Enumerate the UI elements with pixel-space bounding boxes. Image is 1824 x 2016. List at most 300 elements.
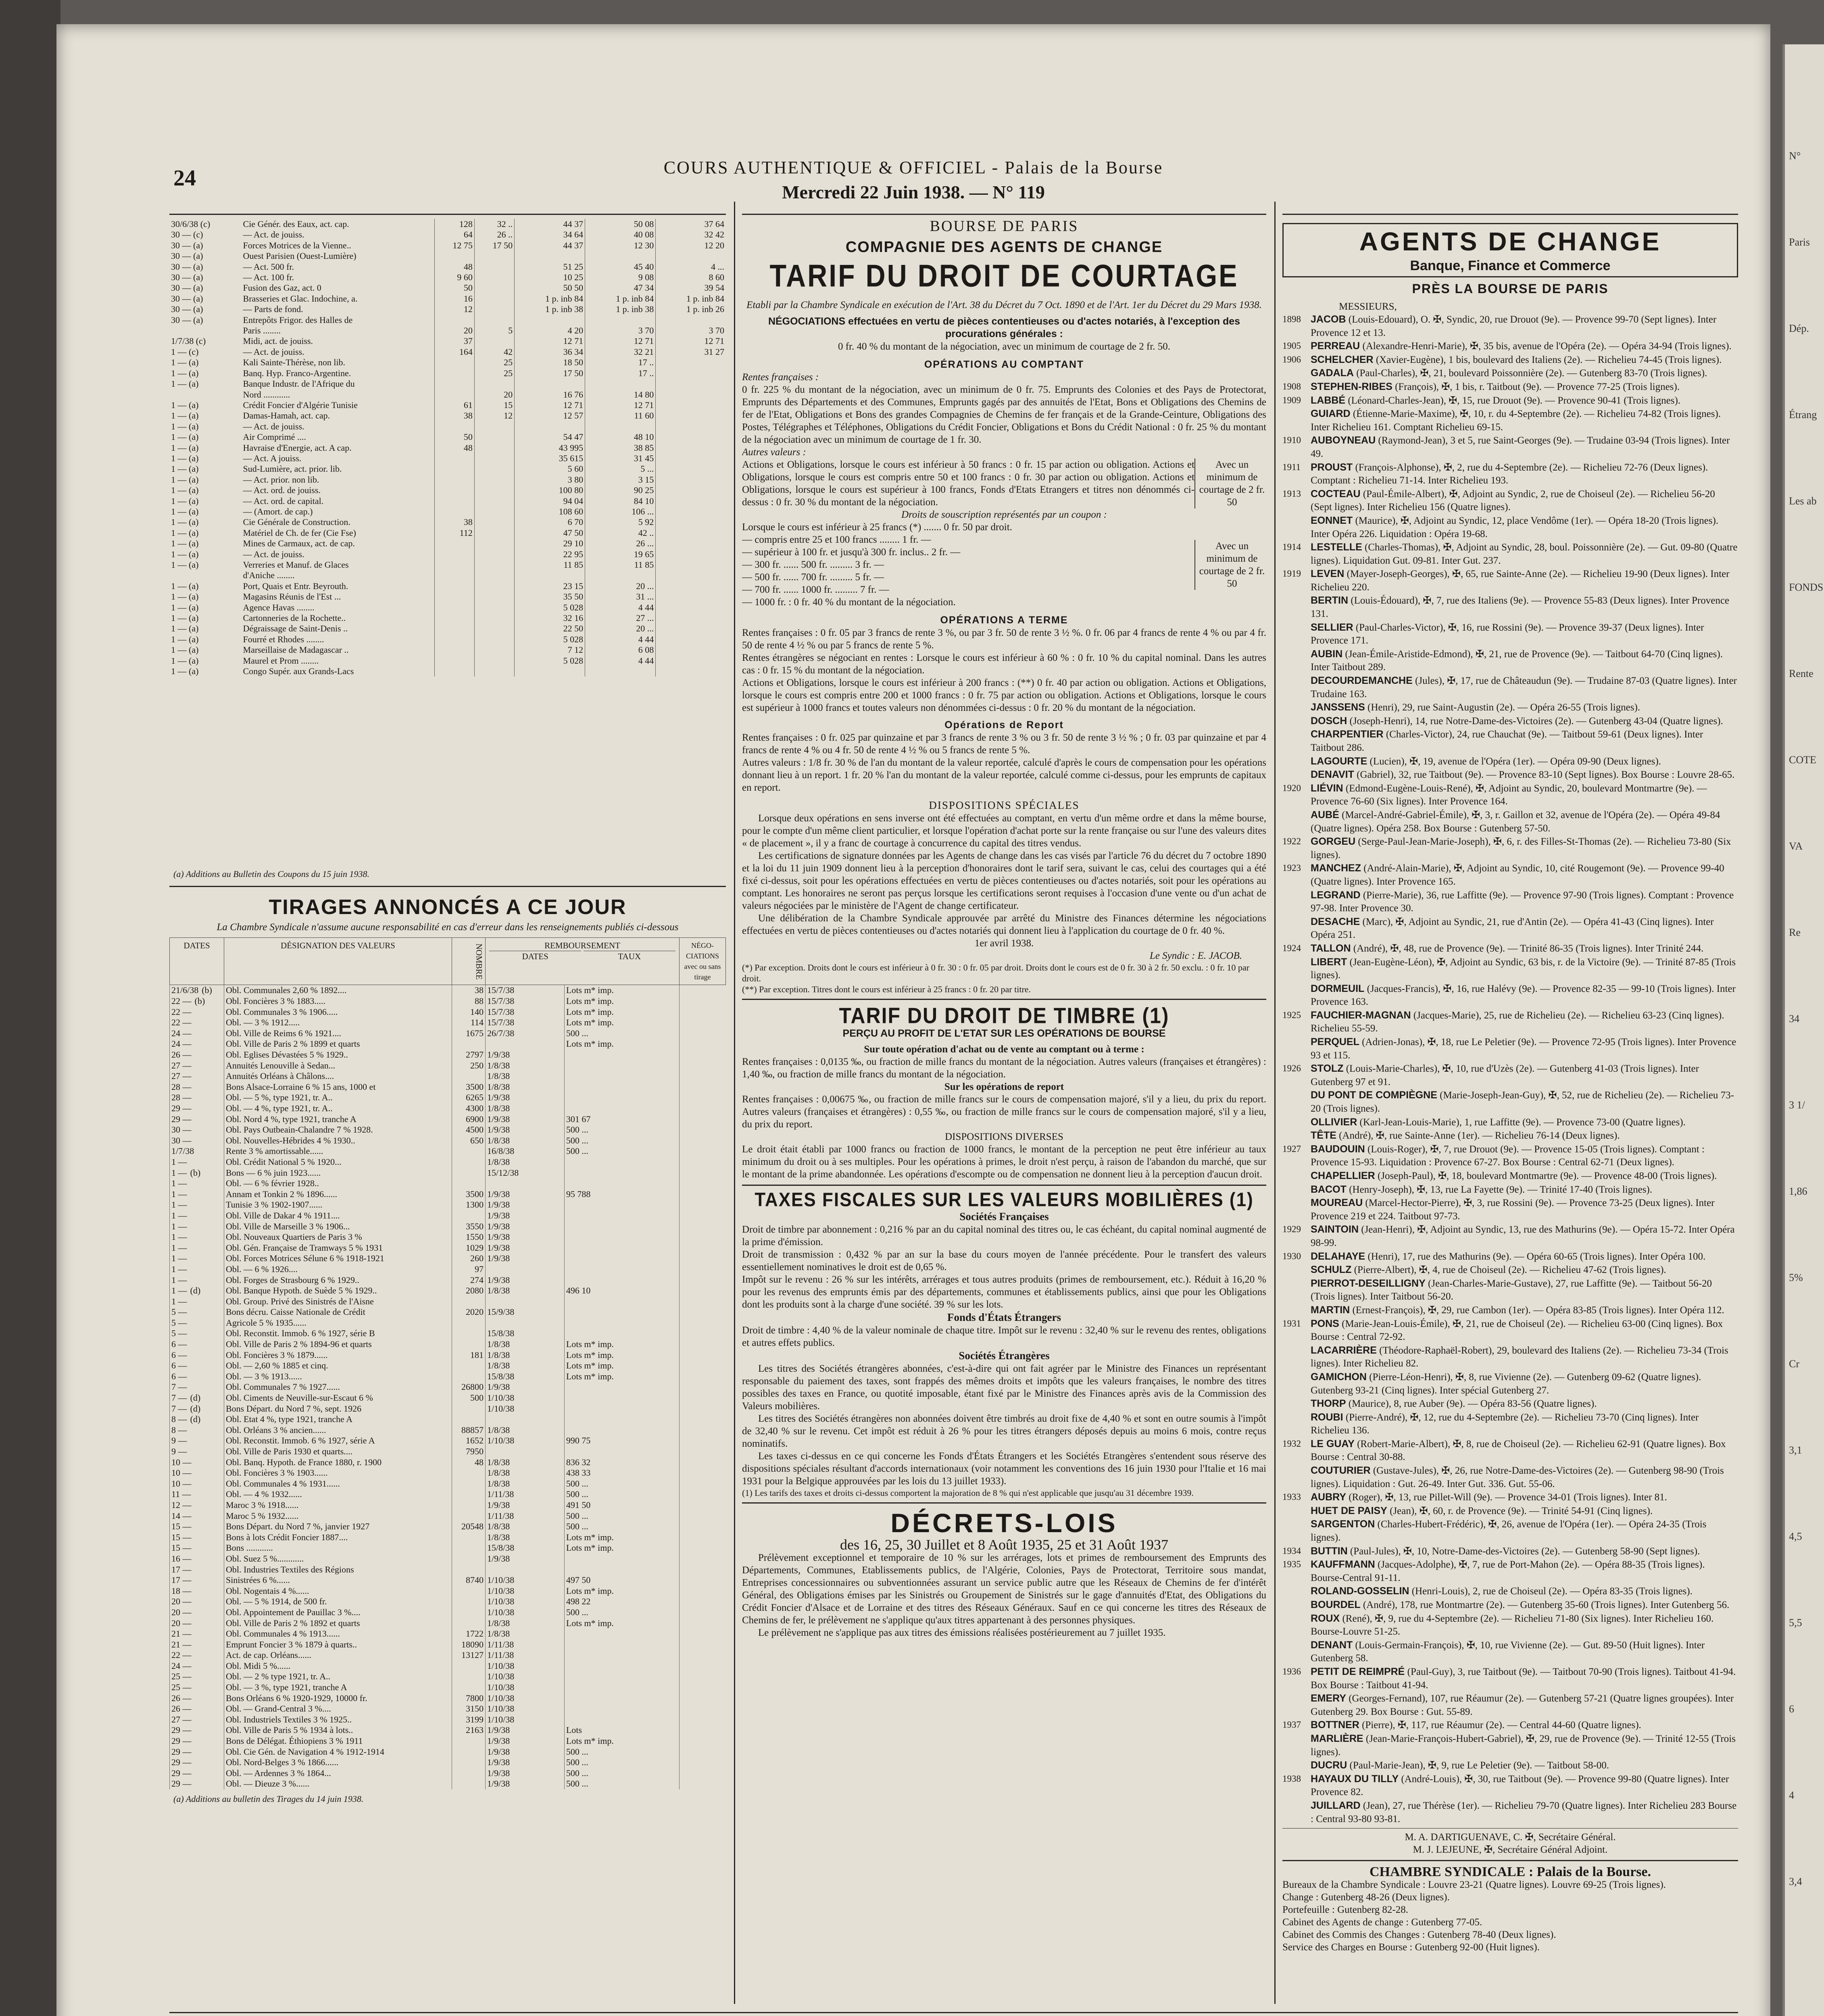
agent-year: 1925 <box>1282 1010 1301 1020</box>
coupon-value: 1 p. inb 84 <box>656 294 726 304</box>
tirage-negociation <box>680 1575 726 1586</box>
tirage-remb-taux: Lots m* imp. <box>564 1350 679 1361</box>
agent-details-block <box>1311 1506 1653 1516</box>
coupons-blank-space <box>169 677 726 866</box>
coupon-name: Agence Havas ........ <box>243 602 315 612</box>
tirage-remb-taux <box>564 1157 679 1168</box>
tirage-nombre: 2797 <box>452 1050 486 1060</box>
tirage-row <box>170 1629 726 1639</box>
tirage-date <box>170 1639 224 1650</box>
tirage-nombre <box>452 1779 486 1789</box>
tirage-negociation <box>680 1328 726 1339</box>
coupon-value: 38 85 <box>585 443 656 453</box>
coupon-value <box>515 421 585 432</box>
tirage-nombre <box>452 1146 486 1157</box>
tirage-negociation <box>680 1714 726 1725</box>
tirage-remb-taux <box>564 1200 679 1210</box>
tirage-row <box>170 1135 726 1146</box>
agent-details: (André), ✠, rue Sainte-Anne (1er). — Richelieu 76-14 (Deux lignes). <box>1339 1130 1620 1141</box>
agent-entry <box>1282 942 1738 956</box>
tirage-designation: Obl. Suez 5 %............ <box>224 1554 452 1564</box>
coupon-value <box>585 315 656 325</box>
coupon-value: 14 80 <box>585 389 656 400</box>
tirage-remb-taux: 497 50 <box>564 1575 679 1586</box>
tirage-nombre: 1722 <box>452 1629 486 1639</box>
tirage-remb-date: 1/8/38 <box>486 1135 565 1146</box>
agent-entry <box>1282 1062 1738 1089</box>
coupon-value: 112 <box>434 528 474 538</box>
tirage-date <box>170 1050 224 1060</box>
tirage-negociation <box>680 1275 726 1286</box>
coupon-name: Marseillaise de Madagascar .. <box>243 645 349 655</box>
agent-name: KAUFFMANN <box>1311 1559 1375 1570</box>
agent-details-block <box>1311 1546 1700 1557</box>
tirage-row <box>170 1757 726 1768</box>
tirage-negociation <box>680 1639 726 1650</box>
terme-text-3: Actions et Obligations, lorsque le cours est inférieur à 200 francs : (**) 0 fr. 40 par action ou obligation. Actions et Obligations, lorsque le cours est compris entre 200 et 1000 francs : 0 fr. 75 par action ou obligation. Actions et Obligations, lorsque le cours est supérieur à 1000 francs et toutes valeurs non dénommées ci-dessus : 0 fr. 20 % du montant de la négociation. <box>742 677 1266 713</box>
agent-details: (François), ✠, 1 bis, r. Taitbout (9e). — Provence 77-25 (Trois lignes). <box>1395 381 1680 392</box>
agent-details-block <box>1311 1198 1714 1222</box>
coupon-value <box>656 251 726 261</box>
tirage-designation: Obl. Communales 4 % 1913...... <box>224 1629 452 1639</box>
coupon-value: 48 <box>434 262 474 272</box>
tirage-row <box>170 1671 726 1682</box>
coupon-value: 90 25 <box>585 485 656 496</box>
tirage-date-value: 29 — <box>171 1779 192 1789</box>
tirage-date-value: 29 — <box>171 1725 192 1735</box>
coupon-value <box>474 666 514 677</box>
coupon-value <box>434 634 474 645</box>
tirage-row <box>170 1639 726 1650</box>
agent-details-block <box>1311 1519 1706 1543</box>
tirage-date <box>170 1671 224 1682</box>
tirage-date-value: 27 — <box>171 1714 192 1724</box>
coupon-date: 1 — (a) <box>171 623 199 634</box>
tirage-designation: Rente 3 % amortissable...... <box>224 1146 452 1157</box>
agent-name: JUILLARD <box>1311 1799 1361 1811</box>
agent-details-block <box>1311 381 1680 392</box>
tirage-remb-taux <box>564 1704 679 1714</box>
adjacent-page-fragment: Rente <box>1789 668 1814 679</box>
coupon-value <box>474 560 514 570</box>
tirage-negociation <box>680 1468 726 1479</box>
tirage-remb-date: 15/8/38 <box>486 1543 565 1554</box>
timbre-heading-2: Sur les opérations de report <box>944 1081 1064 1092</box>
agent-name: PERQUEL <box>1311 1036 1359 1048</box>
coupon-date: 30 — (a) <box>171 314 203 325</box>
agent-entry <box>1282 1089 1738 1115</box>
tirage-negociation <box>680 1704 726 1714</box>
coupon-row <box>169 304 726 314</box>
coupon-date: 30 — (a) <box>171 272 203 283</box>
agent-name: SELLIER <box>1311 621 1353 633</box>
coupon-value: 20 <box>434 325 474 336</box>
comptant-minimum-note: Avec un minimum de courtage de 2 fr. 50 <box>1194 458 1266 508</box>
coupon-date: 1 — (a) <box>171 560 199 570</box>
tirage-remb-taux: 500 ... <box>564 1747 679 1758</box>
coupon-value <box>656 666 726 677</box>
tirage-designation: Obl. Banq. Hypoth. de France 1880, r. 1900 <box>224 1457 452 1468</box>
tirage-remb-date: 1/8/38 <box>486 1532 565 1543</box>
agent-name: SARGENTON <box>1311 1518 1375 1530</box>
coupon-row <box>169 432 726 442</box>
tirage-nombre: 1675 <box>452 1028 486 1039</box>
tirage-nombre: 3500 <box>452 1082 486 1093</box>
agent-entry <box>1282 1464 1738 1491</box>
coupon-value <box>656 560 726 570</box>
tirage-row <box>170 1307 726 1318</box>
coupon-value: 12 57 <box>515 410 585 421</box>
tirage-nombre: 274 <box>452 1275 486 1286</box>
coupon-value <box>656 389 726 400</box>
agent-name: DORMEUIL <box>1311 983 1365 994</box>
tirage-negociation <box>680 1489 726 1500</box>
tirage-designation: Obl. Ville de Paris 2 % 1892 et quarts <box>224 1618 452 1629</box>
tirage-negociation <box>680 1157 726 1168</box>
coupon-value <box>656 421 726 432</box>
agent-entry <box>1282 1518 1738 1544</box>
coupon-value: 8 60 <box>656 272 726 283</box>
tirage-designation: Obl. Nord 4 %, type 1921, tranche A <box>224 1114 452 1125</box>
coupon-row <box>169 656 726 666</box>
tirage-negociation <box>680 1050 726 1060</box>
tirage-designation: Bons Orléans 6 % 1920-1929, 10000 fr. <box>224 1693 452 1704</box>
coupon-value: 37 64 <box>656 219 726 229</box>
coupon-value: 12 <box>434 304 474 314</box>
coupon-date: 1 — (a) <box>171 506 199 516</box>
tirage-row <box>170 1661 726 1672</box>
tirage-remb-taux <box>564 1564 679 1575</box>
tirage-date <box>170 1457 224 1468</box>
agent-details-block <box>1311 1010 1724 1034</box>
tirage-remb-date <box>486 1264 565 1275</box>
agent-name: PERREAU <box>1311 340 1360 352</box>
coupon-date: 1 — (a) <box>171 581 199 591</box>
report-title: Opérations de Report <box>944 719 1064 731</box>
tirage-row <box>170 1007 726 1018</box>
tirage-date-value: 1 — <box>171 1264 187 1274</box>
agent-details: (Paul-Charles), ✠, 21, boulevard Poissonnière (2e). — Gutenberg 83-70 (Trois lignes). <box>1356 368 1707 379</box>
coupon-value: 17 50 <box>515 368 585 379</box>
agents-subtitle-2: PRÈS LA BOURSE DE PARIS <box>1412 281 1609 296</box>
tirage-date-value: 15 — <box>171 1532 192 1542</box>
coupon-name: Maurel et Prom ........ <box>243 655 319 666</box>
coupon-date: 1 — (a) <box>171 432 199 442</box>
tirage-date-value: 5 — <box>171 1317 187 1328</box>
coupon-date: 1 — (a) <box>171 645 199 655</box>
tirage-remb-date: 1/9/38 <box>486 1725 565 1736</box>
tirage-date <box>170 1500 224 1511</box>
tirage-date-value: 24 — <box>171 1660 192 1671</box>
adjacent-page-fragment: 4,5 <box>1789 1531 1802 1542</box>
tirage-date <box>170 1200 224 1210</box>
adjacent-page-fragment: 5,5 <box>1789 1617 1802 1629</box>
masthead-date: Mercredi 22 Juin 1938. — N° 119 <box>782 182 1045 202</box>
agent-entry <box>1282 982 1738 1009</box>
tirage-row <box>170 1328 726 1339</box>
coupon-value <box>434 368 474 379</box>
coupon-name: Banq. Hyp. Franco-Argentine. <box>243 368 351 378</box>
tirage-negociation <box>680 1350 726 1361</box>
tirage-date-value: 25 — <box>171 1682 192 1693</box>
coupon-value <box>656 453 726 464</box>
agent-year: 1933 <box>1282 1492 1301 1502</box>
tirage-date <box>170 1243 224 1254</box>
tirage-date-value: 9 — <box>171 1446 187 1456</box>
tirage-nombre <box>452 1371 486 1382</box>
col-header-designation: DÉSIGNATION DES VALEURS <box>224 938 452 985</box>
coupon-value: 128 <box>434 219 474 229</box>
agent-details-block <box>1311 957 1736 981</box>
agents-subtitle: Banque, Finance et Commerce <box>1410 258 1611 273</box>
dispo-text-3: Une délibération de la Chambre Syndicale approuvée par arrêté du Ministre des Finances détermine les négociations effectuées en vertu de pièces contentieuses ou d'actes notariés qui donnent lieu à l'application du courtage de 0 fr. 40 %. <box>742 913 1266 936</box>
tirage-negociation <box>680 1618 726 1629</box>
tirage-date-value: 1/7/38 <box>171 1146 194 1156</box>
agent-name: DENAVIT <box>1311 769 1354 781</box>
coupon-value <box>656 443 726 453</box>
coupon-value <box>656 496 726 506</box>
tirage-row <box>170 1596 726 1607</box>
tirage-designation: Emprunt Foncier 3 % 1879 à quarts.. <box>224 1639 452 1650</box>
tirage-negociation <box>680 1757 726 1768</box>
agent-name: LEGRAND <box>1311 889 1361 901</box>
tirage-nombre: 6900 <box>452 1114 486 1125</box>
agent-details-block <box>1311 863 1724 887</box>
tirage-remb-taux <box>564 1414 679 1425</box>
tirage-row <box>170 1704 726 1714</box>
coupon-value: 5 028 <box>515 634 585 645</box>
agent-details: (Ernest-François), ✠, 29, rue Cambon (1er). — Opéra 83-85 (Trois lignes). Inter Opéra 112. <box>1352 1304 1724 1316</box>
coupon-row <box>169 240 726 251</box>
tirage-date-value: 29 — <box>171 1103 192 1113</box>
tirage-remb-taux <box>564 1221 679 1232</box>
coupon-value: 34 64 <box>515 229 585 240</box>
coupon-value: 31 45 <box>585 453 656 464</box>
tirage-designation: Obl. Appointement de Pauillac 3 %.... <box>224 1607 452 1618</box>
tirage-remb-date <box>486 1446 565 1457</box>
coupon-date: 30 — (a) <box>171 293 203 304</box>
coupon-value: 27 ... <box>585 613 656 623</box>
coupon-value <box>434 570 474 581</box>
coupon-value <box>474 506 514 517</box>
coupon-date: 1 — (a) <box>171 496 199 506</box>
coupon-name: Cartonneries de la Rochette.. <box>243 613 346 623</box>
tirage-date-value: 30 — <box>171 1135 192 1145</box>
tirage-remb-taux <box>564 1554 679 1564</box>
coupon-value: 1 p. inb 38 <box>515 304 585 314</box>
tirage-date-value: 29 — <box>171 1768 192 1778</box>
tirage-date <box>170 1103 224 1114</box>
tirage-remb-date: 15/8/38 <box>486 1371 565 1382</box>
agent-details-block <box>1311 890 1734 914</box>
tirage-remb-taux: 496 10 <box>564 1285 679 1296</box>
agent-year: 1936 <box>1282 1666 1301 1677</box>
tirage-designation: Obl. — 3 % 1913...... <box>224 1371 452 1382</box>
agent-details: (Léonard-Charles-Jean), ✠, 15, rue Drouot (9e). — Provence 90-41 (Trois lignes). <box>1348 395 1681 406</box>
coupon-value: 35 615 <box>515 453 585 464</box>
tirage-row <box>170 1039 726 1050</box>
tirage-code: (d) <box>190 1414 201 1425</box>
agent-details-block <box>1311 1599 1729 1610</box>
coupon-row <box>169 400 726 410</box>
coupon-value <box>474 517 514 527</box>
tirage-date <box>170 1285 224 1296</box>
chambre-line: Change : Gutenberg 48-26 (Deux lignes). <box>1282 1892 1450 1903</box>
coupon-value: 16 <box>434 294 474 304</box>
agent-entry <box>1282 1397 1738 1411</box>
tirage-remb-taux: Lots m* imp. <box>564 1339 679 1350</box>
tirage-date-value: 22 — <box>171 996 192 1006</box>
coupon-row <box>169 379 726 389</box>
coupon-value <box>434 656 474 666</box>
tirage-row <box>170 1714 726 1725</box>
tirage-remb-date: 1/8/38 <box>486 1629 565 1639</box>
coupon-value <box>434 251 474 261</box>
agent-entry <box>1282 1250 1738 1264</box>
agent-entry <box>1282 1612 1738 1639</box>
coupon-value: 19 65 <box>585 549 656 560</box>
coupon-value: 12 71 <box>515 336 585 346</box>
coupon-value: 12 71 <box>656 336 726 346</box>
tirage-row <box>170 1607 726 1618</box>
coupon-value <box>585 421 656 432</box>
coupon-row <box>169 517 726 527</box>
agent-name: CHARPENTIER <box>1311 729 1384 740</box>
agent-details: (Marcel-André-Gabriel-Émile), ✠, 3, r. Gaillon et 32, avenue de l'Opéra (2e). — Opéra 49-84 (Quatre lignes). Opéra 258. Box Bourse : Gutenberg 57-50. <box>1311 809 1720 834</box>
newspaper-page <box>56 24 1770 2016</box>
column-rule <box>1274 202 1276 2004</box>
tirage-date <box>170 1414 224 1425</box>
tirage-designation: Obl. Industries Textiles des Régions <box>224 1564 452 1575</box>
tirage-row <box>170 1575 726 1586</box>
agent-name: SAINTOIN <box>1311 1224 1359 1235</box>
coupon-date: 1 — (a) <box>171 485 199 496</box>
tirage-remb-date: 1/10/38 <box>486 1682 565 1693</box>
agent-name: COUTURIER <box>1311 1465 1371 1477</box>
tirage-date <box>170 1017 224 1028</box>
agent-name: JACOB <box>1311 314 1346 325</box>
tirage-date-value: 8 — <box>171 1414 187 1425</box>
tirage-designation: Obl. — 5 % 1914, de 500 fr. <box>224 1596 452 1607</box>
tirage-date-value: 6 — <box>171 1360 187 1371</box>
tirage-nombre <box>452 1661 486 1672</box>
tirage-date-value: 1 — <box>171 1253 187 1264</box>
tirage-remb-date: 1/9/38 <box>486 1382 565 1393</box>
coupon-date: 1 — (a) <box>171 602 199 612</box>
agent-details: (Pierre-Albert), ✠, 4, rue de Choiseul (2e). — Richelieu 47-62 (Trois lignes). <box>1354 1264 1666 1276</box>
coupon-row <box>169 645 726 655</box>
tirage-negociation <box>680 1596 726 1607</box>
chambre-title: CHAMBRE SYNDICALE : Palais de la Bourse. <box>1370 1864 1651 1880</box>
tirage-nombre: 4500 <box>452 1125 486 1135</box>
tirage-designation: Annam et Tonkin 2 % 1896...... <box>224 1189 452 1200</box>
coupon-date: 1 — (a) <box>171 666 199 677</box>
tirage-remb-taux <box>564 1243 679 1254</box>
agent-entry <box>1282 1692 1738 1718</box>
tirage-remb-taux: Lots m* imp. <box>564 1017 679 1028</box>
tirage-negociation <box>680 1071 726 1082</box>
tirage-remb-taux: 500 ... <box>564 1489 679 1500</box>
syndic-signature: Le Syndic : E. JACOB. <box>1149 950 1242 961</box>
agent-details-block <box>1311 1559 1705 1583</box>
coupon-value <box>656 368 726 379</box>
agent-details: (René), ✠, 9, rue du 4-Septembre (2e). — Richelieu 71-80 (Six lignes). Inter Richelieu 160. Bourse-Louvre 51-25. <box>1311 1613 1714 1637</box>
agent-details: (Marie-Jean-Louis-Émile), ✠, 21, rue de Choiseul (2e). — Richelieu 63-00 (Cinq lignes). Box Bourse : Central 72-92. <box>1311 1318 1723 1343</box>
tirage-remb-taux <box>564 1382 679 1393</box>
coupon-value <box>656 475 726 485</box>
tirage-remb-date: 1/8/38 <box>486 1082 565 1093</box>
agent-name: SCHULZ <box>1311 1264 1352 1276</box>
tirage-negociation <box>680 1114 726 1125</box>
tirage-negociation <box>680 1082 726 1093</box>
tirage-remb-date: 15/7/38 <box>486 1017 565 1028</box>
coupon-value <box>656 656 726 666</box>
agent-details-block <box>1311 1090 1734 1114</box>
agent-details: (Louis-Marie-Charles), ✠, 10, rue d'Uzès (2e). — Gutenberg 41-03 (Trois lignes). Inter Gutenberg 97 et 91. <box>1311 1063 1699 1087</box>
agent-details: (François-Alphonse), ✠, 2, rue du 4-Septembre (2e). — Richelieu 72-76 (Deux lignes). Comptant : Richelieu 71-14. Inter Richelieu 193. <box>1311 462 1708 486</box>
coupon-name: — Act. ord. de capital. <box>243 496 324 506</box>
tirage-designation: Obl. Reconstit. Immob. 6 % 1927, série B <box>224 1328 452 1339</box>
tirage-designation: Obl. Communales 7 % 1927...... <box>224 1382 452 1393</box>
adjacent-page-fragment: 4 <box>1789 1789 1794 1801</box>
tirage-remb-taux <box>564 1714 679 1725</box>
coupon-name: Paris ........ <box>243 325 281 336</box>
tirage-negociation <box>680 1446 726 1457</box>
tirage-negociation <box>680 1500 726 1511</box>
tirage-negociation <box>680 1736 726 1747</box>
tirage-date-value: 22 — <box>171 1650 192 1660</box>
agent-year: 1920 <box>1282 783 1301 793</box>
coupon-date: 1 — (a) <box>171 464 199 474</box>
tirage-remb-taux: 500 ... <box>564 1028 679 1039</box>
coupon-value <box>515 379 585 389</box>
tirage-nombre <box>452 1682 486 1693</box>
coupon-name: — Act. de jouiss. <box>243 229 304 240</box>
tirage-date-value: 9 — <box>171 1435 187 1446</box>
coupon-row <box>169 453 726 464</box>
coupon-name: — Act. ord. de jouiss. <box>243 485 321 496</box>
agent-name: MANCHEZ <box>1311 862 1361 874</box>
divider <box>169 214 726 215</box>
coupon-value <box>656 634 726 645</box>
tirage-designation: Obl. Communales 2,60 % 1892.... <box>224 985 452 996</box>
tirage-nombre: 3550 <box>452 1221 486 1232</box>
coupon-name: — (Amort. de cap.) <box>243 506 313 516</box>
tirage-designation: Tunisie 3 % 1902-1907...... <box>224 1200 452 1210</box>
tirage-nombre <box>452 1210 486 1221</box>
tirage-remb-taux <box>564 1393 679 1404</box>
col-header-nombre: NOMBRE <box>452 938 486 985</box>
agent-details-block <box>1311 1412 1699 1436</box>
tirage-code: (d) <box>190 1393 201 1403</box>
tirage-remb-taux <box>564 1092 679 1103</box>
tirage-remb-date: 1/9/38 <box>486 1747 565 1758</box>
coupon-value: 35 50 <box>515 591 585 602</box>
tirage-date-value: 25 — <box>171 1671 192 1682</box>
tirage-negociation <box>680 1532 726 1543</box>
coupon-row <box>169 464 726 474</box>
tirage-date-value: 29 — <box>171 1736 192 1746</box>
tirage-remb-date: 1/10/38 <box>486 1661 565 1672</box>
agent-details-block <box>1311 1640 1705 1664</box>
tirage-designation: Obl. Foncières 3 % 1879...... <box>224 1350 452 1361</box>
tirage-designation: Annuités Lenouville à Sedan... <box>224 1060 452 1071</box>
taxes-fr-title: Sociétés Françaises <box>959 1210 1049 1223</box>
coupon-value: 1 p. inb 26 <box>656 304 726 314</box>
coupon-value <box>474 379 514 389</box>
coupon-value <box>656 464 726 474</box>
coupon-name: — Act. de jouiss. <box>243 346 304 357</box>
